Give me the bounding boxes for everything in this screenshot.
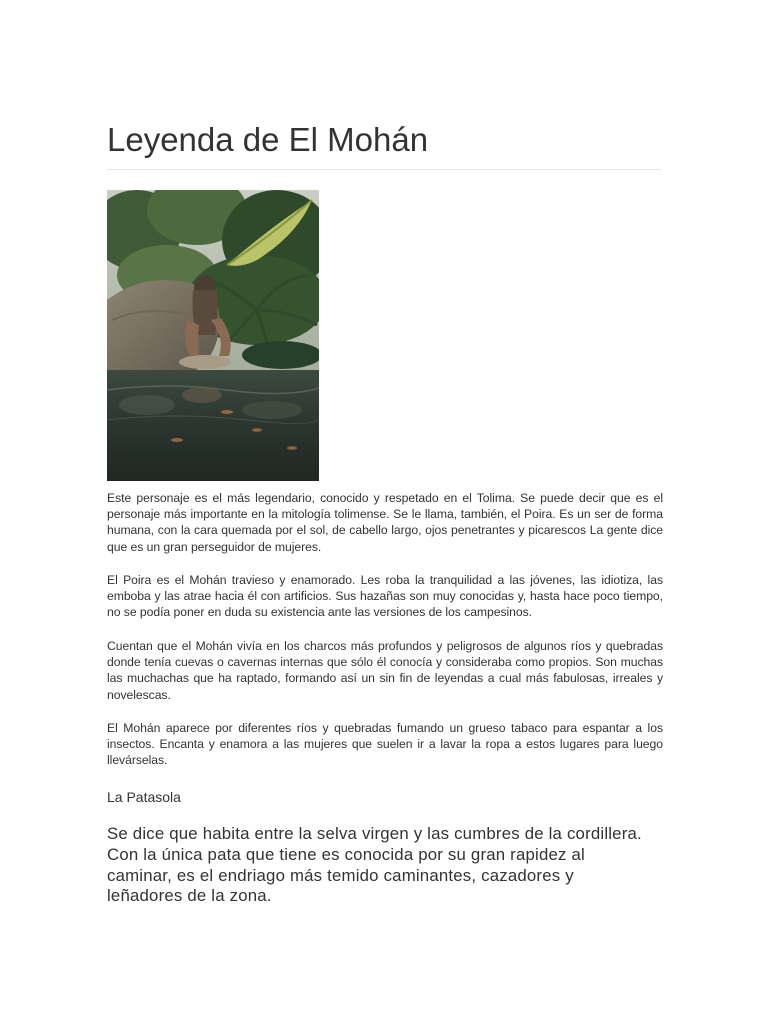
paragraph-4: El Mohán aparece por diferentes ríos y quebradas fumando un grueso tabaco para espantar a los insectos. Encanta y enamora a las mujeres que suelen ir a lavar la ropa a estos lugares para luego llevárselas. <box>107 721 663 768</box>
section-heading: La Patasola <box>107 789 181 805</box>
closing-paragraph: Se dice que habita entre la selva virgen y las cumbres de la cordillera. Con la única pata que tiene es conocida por su gran rapidez al caminar, es el endriago más temido caminantes, cazadores y leñadores de la zona. <box>107 824 642 906</box>
paragraph-1: Este personaje es el más legendario, conocido y respetado en el Tolima. Se puede decir que es el personaje más importante en la mitología tolimense. Se le llama, también, el Poira. Es un ser de forma humana, con la cara quemada por el sol, de cabello largo, ojos penetrantes y picarescos La gente dice que es un gran perseguidor de mujeres. <box>107 491 663 554</box>
page-title: Leyenda de El Mohán <box>107 121 429 158</box>
paragraph-2: El Poira es el Mohán travieso y enamorado. Les roba la tranquilidad a las jóvenes, las idiotiza, las emboba y las atrae hacia él con artificios. Sus hazañas son muy conocidas y, hasta hace poco tiempo, no se podía poner en duda su existencia ante las versiones de los campesinos. <box>107 573 663 620</box>
title-divider <box>107 169 661 170</box>
mohan-photo <box>107 190 319 481</box>
paragraph-3: Cuentan que el Mohán vivía en los charcos más profundos y peligrosos de algunos ríos y quebradas donde tenía cuevas o cavernas internas que sólo él conocía y consideraba como propios. Son muchas las muchachas que ha raptado, formando así un sin fin de leyendas a cual más fabulosas, irreales y novelescas. <box>107 639 663 702</box>
